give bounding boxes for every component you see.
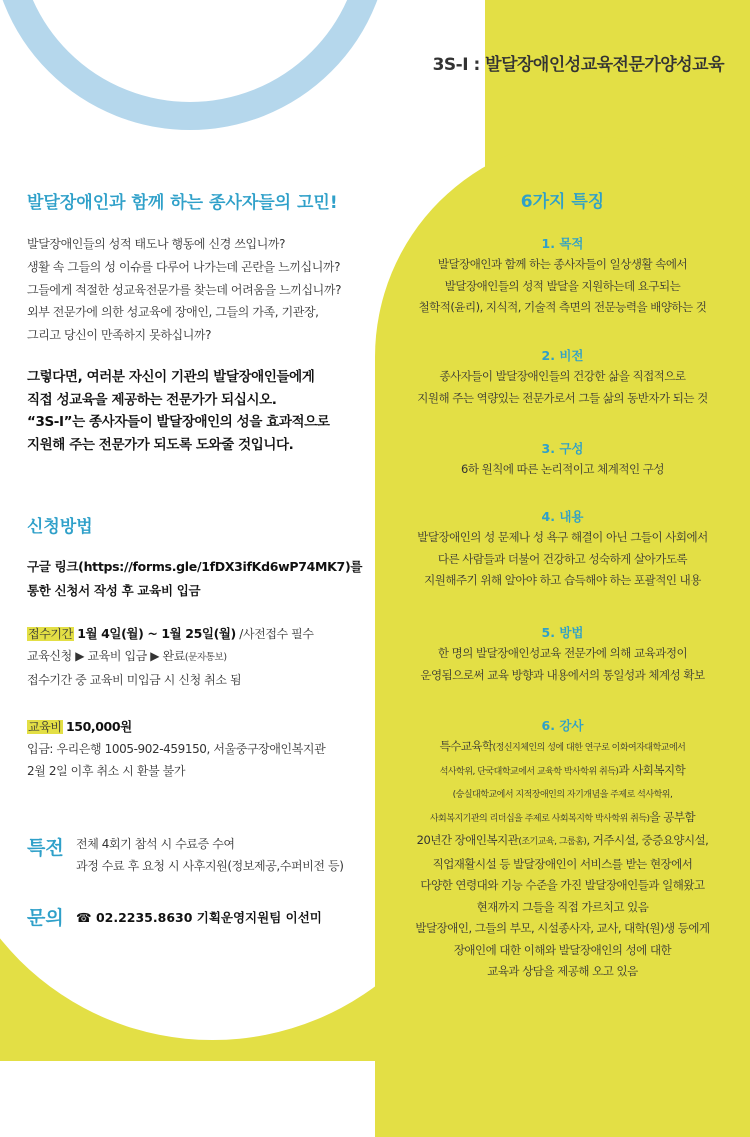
- cancel-note: 접수기간 중 교육비 미입금 시 신청 취소 됨: [27, 673, 242, 687]
- feature-line: 운영됨으로써 교육 방향과 내용에서의 통일성과 체계성 확보: [420, 667, 705, 682]
- teacher-line: 현재까지 그들을 직접 가르치고 있음: [476, 899, 649, 914]
- contact-info: [76, 908, 322, 926]
- special-line: 과정 수료 후 요청 시 사후지원(정보제공,수퍼비전 등): [76, 859, 344, 873]
- contact-phone: 02.2235.8630 기획운영지원팀 이선미: [95, 910, 322, 925]
- flow-note: (문자통보): [184, 652, 227, 663]
- intro-line: 직접 성교육을 제공하는 전문가가 되십시오.: [27, 391, 277, 408]
- feature-line: 6하 원칙에 따른 논리적이고 체계적인 구성: [461, 462, 664, 476]
- apply-link-text[interactable]: 구글 링크(https://forms.gle/1fDX3ifKd6wP74MK7)를: [27, 559, 363, 574]
- question-item: 그들에게 적절한 성교육전문가를 찾는데 어려움을 느끼십니까?: [27, 282, 342, 297]
- apply-title: 신청방법: [27, 517, 93, 537]
- feature-head: 3. 구성: [541, 441, 584, 456]
- arrow-icon: ▶: [150, 649, 160, 663]
- feature-item: [385, 507, 740, 592]
- intro-line: 그렇다면, 여러분 자신이 기관의 발달장애인들에게: [27, 369, 315, 385]
- teacher-note: (정신지체인의 성에 대한 연구로 이화여자대학교에서: [492, 743, 686, 753]
- period-note: /사전접수 필수: [239, 627, 314, 641]
- arrow-icon: ▶: [75, 649, 85, 663]
- feature-head: 2. 비전: [541, 348, 584, 363]
- apply-link-note: 통한 신청서 작성 후 교육비 입금: [27, 583, 201, 598]
- feature-line: 다른 사람들과 더불어 건강하고 성숙하게 살아가도록: [437, 551, 688, 566]
- period-value: 1월 4일(월) ~ 1월 25일(월): [77, 626, 236, 641]
- period-block: [27, 623, 314, 691]
- fee-account: 입금: 우리은행 1005-902-459150, 서울중구장애인복지관: [27, 742, 326, 756]
- intro-paragraph: [27, 366, 329, 456]
- application-flow: [27, 645, 314, 669]
- feature-head: 4. 내용: [541, 509, 584, 524]
- course-title: 3S-I : 발달장애인성교육전문가양성교육: [432, 55, 724, 75]
- features-title: 6가지 특징: [520, 192, 605, 212]
- fee-label: 교육비: [28, 720, 62, 734]
- teacher-note: 사회복지기관의 리더십을 주제로 사회복지학 박사학위 취득): [429, 813, 650, 824]
- feature-item: [385, 439, 740, 481]
- period-label: 접수기간: [28, 627, 73, 641]
- feature-item: [385, 623, 740, 686]
- teacher-note: (숭실대학교에서 지적장애인의 자기개념을 주제로 석사학위,: [452, 790, 673, 800]
- teacher-text: 20년간 장애인복지관: [416, 833, 519, 847]
- feature-line: 철학적(윤리), 지식적, 기술적 측면의 전문능력을 배양하는 것: [418, 300, 707, 314]
- teacher-line: 장애인에 대한 이해와 발달장애인의 성에 대한: [453, 942, 672, 957]
- flow-step: 교육신청: [27, 649, 72, 663]
- feature-line: 종사자들이 발달장애인들의 건강한 삶을 직접적으로: [439, 369, 686, 383]
- feature-line: 지원해 주는 역량있는 전문가로서 그들 삶의 동반자가 되는 것: [417, 390, 708, 405]
- teacher-text: , 거주시설, 중증요양시설,: [586, 833, 709, 847]
- special-line: 전체 4회기 참석 시 수료증 수여: [76, 837, 235, 851]
- fee-block: [27, 716, 325, 782]
- fee-value: 150,000원: [66, 719, 132, 734]
- worries-title: 발달장애인과 함께 하는 종사자들의 고민!: [27, 193, 338, 213]
- feature-line: 발달장애인과 함께 하는 종사자들이 일상생활 속에서: [437, 257, 688, 271]
- feature-line: 한 명의 발달장애인성교육 전문가에 의해 교육과정이: [437, 646, 688, 660]
- question-item: 그리고 당신이 만족하지 못하십니까?: [27, 328, 212, 343]
- question-item: 발달장애인들의 성적 태도나 행동에 신경 쓰입니까?: [27, 237, 286, 251]
- teacher-text: 특수교육학: [439, 739, 493, 753]
- feature-line: 발달장애인의 성 문제나 성 욕구 해결이 아닌 그들이 사회에서: [417, 530, 708, 544]
- feature-head: 5. 방법: [541, 625, 584, 640]
- feature-item: [385, 346, 740, 409]
- fee-refund: 2월 2일 이후 취소 시 환불 불가: [27, 764, 186, 778]
- question-item: 생활 속 그들의 성 이슈를 다루어 나가는데 곤란을 느끼십니까?: [27, 259, 341, 274]
- feature-head: 1. 목적: [541, 236, 584, 251]
- flow-step: 완료: [162, 649, 185, 663]
- teacher-line: 발달장애인, 그들의 부모, 시설종사자, 교사, 대학(원)생 등에게: [415, 921, 710, 935]
- question-item: 외부 전문가에 의한 성교육에 장애인, 그들의 가족, 기관장,: [27, 305, 319, 320]
- teacher-note: (조기교육, 그룹홈): [518, 837, 587, 847]
- feature-line: 지원해주기 위해 알아야 하고 습득해야 하는 포괄적인 내용: [424, 573, 701, 587]
- teacher-text: 을 공부함: [649, 809, 696, 824]
- feature-item-teacher: [385, 716, 740, 983]
- apply-instructions: [27, 555, 362, 603]
- feature-item: [385, 234, 740, 319]
- teacher-note: 석사학위, 단국대학교에서 교육학 박사학위 취득): [439, 766, 619, 777]
- teacher-line: 다양한 연령대와 기능 수준을 가진 발달장애인들과 일해왔고: [420, 878, 705, 892]
- feature-head: 6. 강사: [541, 718, 584, 733]
- teacher-line: 교육과 상담을 제공해 오고 있음: [487, 964, 638, 978]
- intro-line: “3S-I”는 종사자들이 발달장애인의 성을 효과적으로: [27, 414, 330, 430]
- feature-line: 발달장애인들의 성적 발달을 지원하는데 요구되는: [444, 278, 681, 293]
- flow-step: 교육비 입금: [87, 649, 147, 663]
- phone-icon: ☎: [76, 910, 92, 925]
- intro-line: 지원해 주는 전문가가 되도록 도와줄 것입니다.: [27, 436, 294, 453]
- special-text: [76, 833, 344, 877]
- question-list: [27, 233, 341, 347]
- teacher-line: 직업재활시설 등 발달장애인이 서비스를 받는 현장에서: [432, 856, 693, 871]
- special-label: 특전: [27, 837, 64, 859]
- contact-label: 문의: [27, 907, 64, 929]
- teacher-text: 과 사회복지학: [618, 762, 686, 777]
